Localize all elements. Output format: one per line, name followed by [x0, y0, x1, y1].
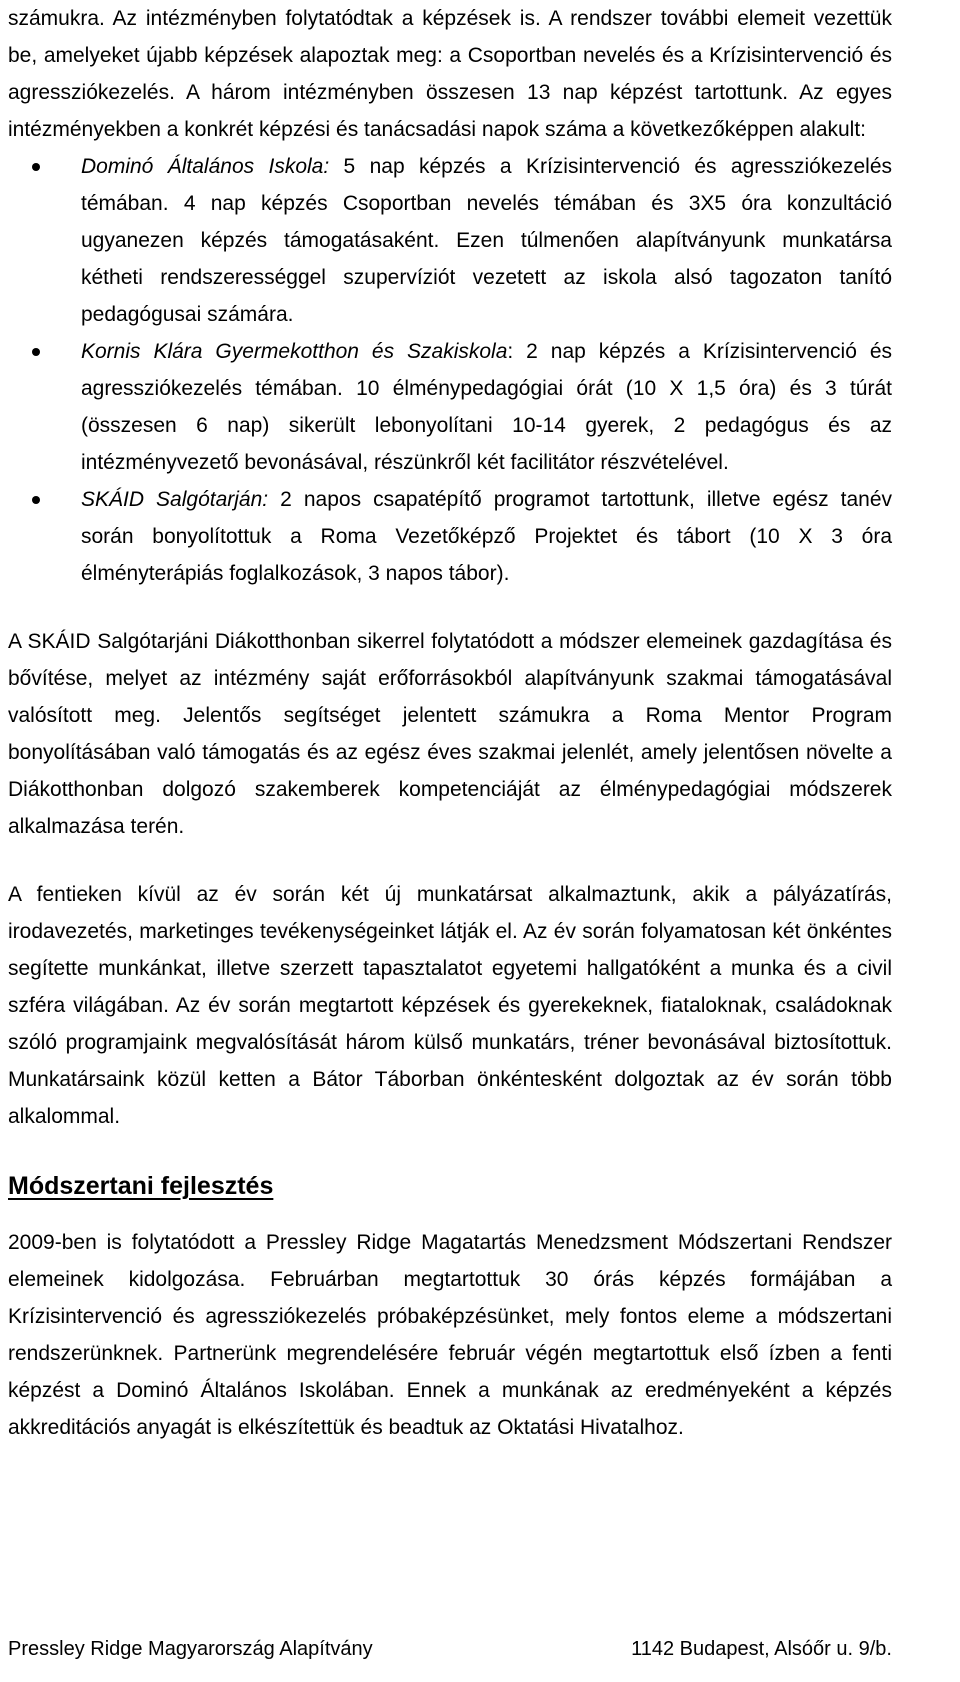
footer-address: 1142 Budapest, Alsóőr u. 9/b. [631, 1638, 892, 1660]
list-item [8, 333, 892, 481]
document-page [8, 0, 892, 1477]
institution-details: 5 nap képzés a Krízisintervenció és agressziókezelés témában. 4 nap képzés Csoportban nevelés témában és 3X5 óra konzultáció ugyanezen képzés támogatásaként. Ezen túlmenően alapítványunk munkatársa kétheti rendszerességgel szupervíziót vezetett az iskola alsó tagozaton tanító pedagógusai számára. [81, 155, 892, 326]
page-footer [8, 1631, 892, 1668]
bullet-icon [32, 348, 40, 356]
methodology-paragraph: 2009-ben is folytatódott a Pressley Ridge Magatartás Menedzsment Módszertani Rendszer elemeinek kidolgozása. Februárban megtartottuk 30 órás képzés formájában a Krízisintervenció és agressziókezelés próbaképzésünket, mely fontos eleme a módszertani rendszerünknek. Partnerünk megrendelésére február végén megtartottuk első ízben a fenti képzést a Dominó Általános Iskolában. Ennek a munkának az eredményeként a képzés akkreditációs anyagát is elkészítettük és beadtuk az Oktatási Hivatalhoz. [8, 1231, 892, 1439]
institution-name: Kornis Klára Gyermekotthon és Szakiskola [81, 340, 508, 363]
institution-name: SKÁID Salgótarján: [81, 488, 269, 511]
intro-paragraph: számukra. Az intézményben folytatódtak a képzések is. A rendszer további elemeit vezettük be, amelyeket újabb képzések alapoztak meg: a Csoportban nevelés és a Krízisintervenció és agressziókezelés. A három intézményben összesen 13 nap képzést tartottunk. Az egyes intézményekben a konkrét képzési és tanácsadási napok száma a következőképpen alakult: [8, 7, 892, 141]
institution-details: : 2 nap képzés a Krízisintervenció és agressziókezelés témában. 10 élménypedagógiai órát (10 X 1,5 óra) és 3 túrát (összesen 6 nap) sikerült lebonyolítani 10-14 gyerek, 2 pedagógus és az intézményvezető bevonásával, részünkről két facilitátor részvételével. [81, 340, 892, 474]
bullet-icon [32, 496, 40, 504]
skaid-paragraph: A SKÁID Salgótarjáni Diákotthonban sikerrel folytatódott a módszer elemeinek gazdagítása és bővítése, melyet az intézmény saját erőforrásokból alapítványunk szakmai támogatásával valósított meg. Jelentős segítséget jelentett számukra a Roma Mentor Program bonyolításában való támogatás és az egész éves szakmai jelenlét, amely jelentősen növelte a Diákotthonban dolgozó szakemberek kompetenciáját az élménypedagógiai módszerek alkalmazása terén. [8, 630, 892, 838]
institution-list [8, 148, 892, 592]
institution-details: 2 napos csapatépítő programot tartottunk, illetve egész tanév során bonyolítottuk a Roma Vezetőképző Projektet és tábort (10 X 3 óra élményterápiás foglalkozások, 3 napos tábor). [81, 488, 892, 585]
list-item [8, 481, 892, 592]
list-item [8, 148, 892, 333]
institution-name: Dominó Általános Iskola: [81, 155, 330, 178]
bullet-icon [32, 163, 40, 171]
staff-paragraph: A fentieken kívül az év során két új munkatársat alkalmaztunk, akik a pályázatírás, irodavezetés, marketinges tevékenységeinket látják el. Az év során folyamatosan két önkéntes segítette munkánkat, illetve szerzett tapasztalatot egyetemi hallgatóként a munka és a civil szféra világában. Az év során megtartott képzések és gyerekeknek, fiataloknak, családoknak szóló programjaink megvalósítását három külső munkatárs, tréner bevonásával biztosítottuk. Munkatársaink közül ketten a Bátor Táborban önkéntesként dolgoztak az év során több alkalommal. [8, 883, 892, 1128]
section-heading: Módszertani fejlesztés [8, 1172, 274, 1200]
footer-organization: Pressley Ridge Magyarország Alapítvány [8, 1638, 373, 1660]
